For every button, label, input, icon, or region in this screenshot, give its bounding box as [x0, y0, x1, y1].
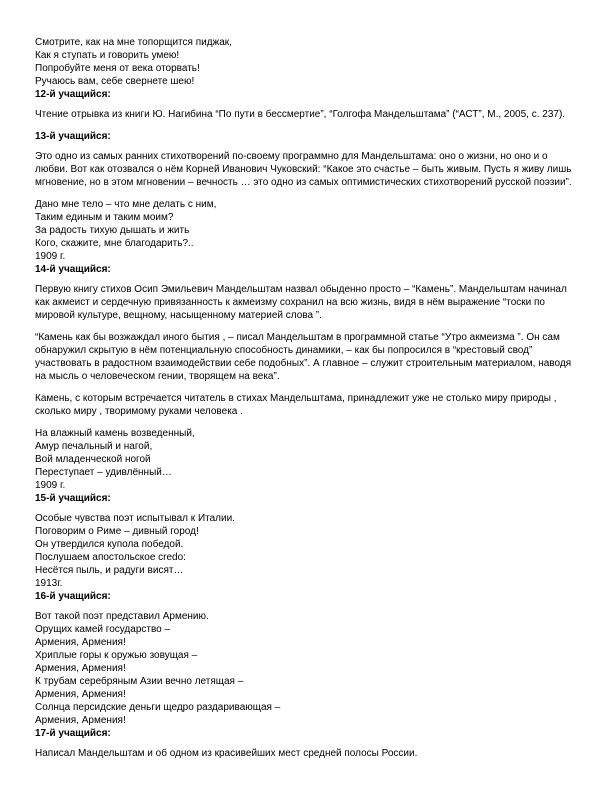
verse-line: Амур печальный и нагой,	[35, 441, 153, 452]
section-heading-12: 12-й учащийся:	[35, 89, 111, 100]
section-heading-14: 14-й учащийся:	[35, 264, 111, 275]
verse-line: Дано мне тело – что мне делать с ним,	[35, 199, 217, 210]
verse-line: Поговорим о Риме – дивный город!	[35, 526, 199, 537]
paragraph-14a: Первую книгу стихов Осип Эмильевич Мандельштам назвал обыденно просто – “Камень”. Мандельштам начинал как акмеист и сердечную привязанность к акмеизму сохранил на всю жизнь, видя в нём выражение “тоски по мировой культуре, вещному, насыщенному материей слова ”.	[35, 284, 567, 321]
verse-line: Орущих камей государство –	[35, 624, 171, 635]
verse-line: Несётся пыль, и радуги висят…	[35, 565, 184, 576]
verse-line: Особые чувства поэт испытывал к Италии.	[35, 513, 235, 524]
verse-line: Как я ступать и говорить умею!	[35, 50, 180, 61]
verse-line: Армения, Армения!	[35, 637, 126, 648]
section-heading-17: 17-й учащийся:	[35, 728, 111, 739]
verse-date: 1909 г.	[35, 480, 66, 491]
verse-line: Вот такой поэт представил Армению.	[35, 611, 209, 622]
verse-line: Он утвердился купола победой.	[35, 539, 184, 550]
verse-line: Переступает – удивлённый…	[35, 467, 172, 478]
verse-line: Вой младенческой ногой	[35, 454, 151, 465]
document-page	[35, 36, 580, 760]
paragraph-14b: “Камень как бы возжаждал иного бытия , – писал Мандельштам в программной статье “Утро акмеизма ”. Он сам обнаружил скрытую в нём потенциальную способность динамики, – как бы попросился в “крестовый свод” участвовать в радостном взаимодействии себе подобных”. А главное – служит строительным материалом, наводя на мысль о человеческом гении, творящем на века”.	[35, 332, 572, 382]
verse-line: Кого, скажите, мне благодарить?..	[35, 238, 194, 249]
section-heading-16: 16-й учащийся:	[35, 591, 111, 602]
paragraph-13: Это одно из самых ранних стихотворений по-своему программно для Мандельштама: оно о жизни, но оно и о любви. Вот как отозвался о нём Корней Иванович Чуковский: “Какое это счастье – быть живым. Пусть я живу лишь мгновение, но в этом мгновении – вечность … это одно из самых оптимистических стихотворений русской поэзии”.	[35, 151, 572, 188]
verse-line: Солнца персидские деньги щедро раздаривающая –	[35, 702, 281, 713]
verse-line: Попробуйте меня от века оторвать!	[35, 63, 200, 74]
verse-line: Смотрите, как на мне топорщится пиджак,	[35, 37, 232, 48]
verse-line: Таким единым и таким моим?	[35, 212, 174, 223]
verse-date: 1909 г.	[35, 251, 66, 262]
section-heading-15: 15-й учащийся:	[35, 493, 111, 504]
paragraph-12: Чтение отрывка из книги Ю. Нагибина “По пути в бессмертие”, “Голгофа Мандельштама” (“АСТ”, М., 2005, с. 237).	[35, 109, 566, 120]
verse-date: 1913г.	[35, 578, 63, 589]
section-heading-13: 13-й учащийся:	[35, 131, 111, 142]
verse-line: За радость тихую дышать и жить	[35, 225, 190, 236]
verse-line: Послушаем апостольское credo:	[35, 552, 186, 563]
paragraph-14c: Камень, с которым встречается читатель в стихах Мандельштама, принадлежит уже не столько миру природы , сколько миру , творимому руками человека .	[35, 393, 557, 417]
verse-line: Ручаюсь вам, себе свернете шею!	[35, 76, 195, 87]
verse-line: На влажный камень возведенный,	[35, 428, 195, 439]
paragraph-17: Написал Мандельштам и об одном из красивейших мест средней полосы России.	[35, 748, 418, 759]
verse-line: Хриплые горы к оружью зовущая –	[35, 650, 198, 661]
verse-line: Армения, Армения!	[35, 663, 126, 674]
verse-line: Армения, Армения!	[35, 689, 126, 700]
verse-line: К трубам серебряным Азии вечно летящая –	[35, 676, 244, 687]
verse-line: Армения, Армения!	[35, 715, 126, 726]
